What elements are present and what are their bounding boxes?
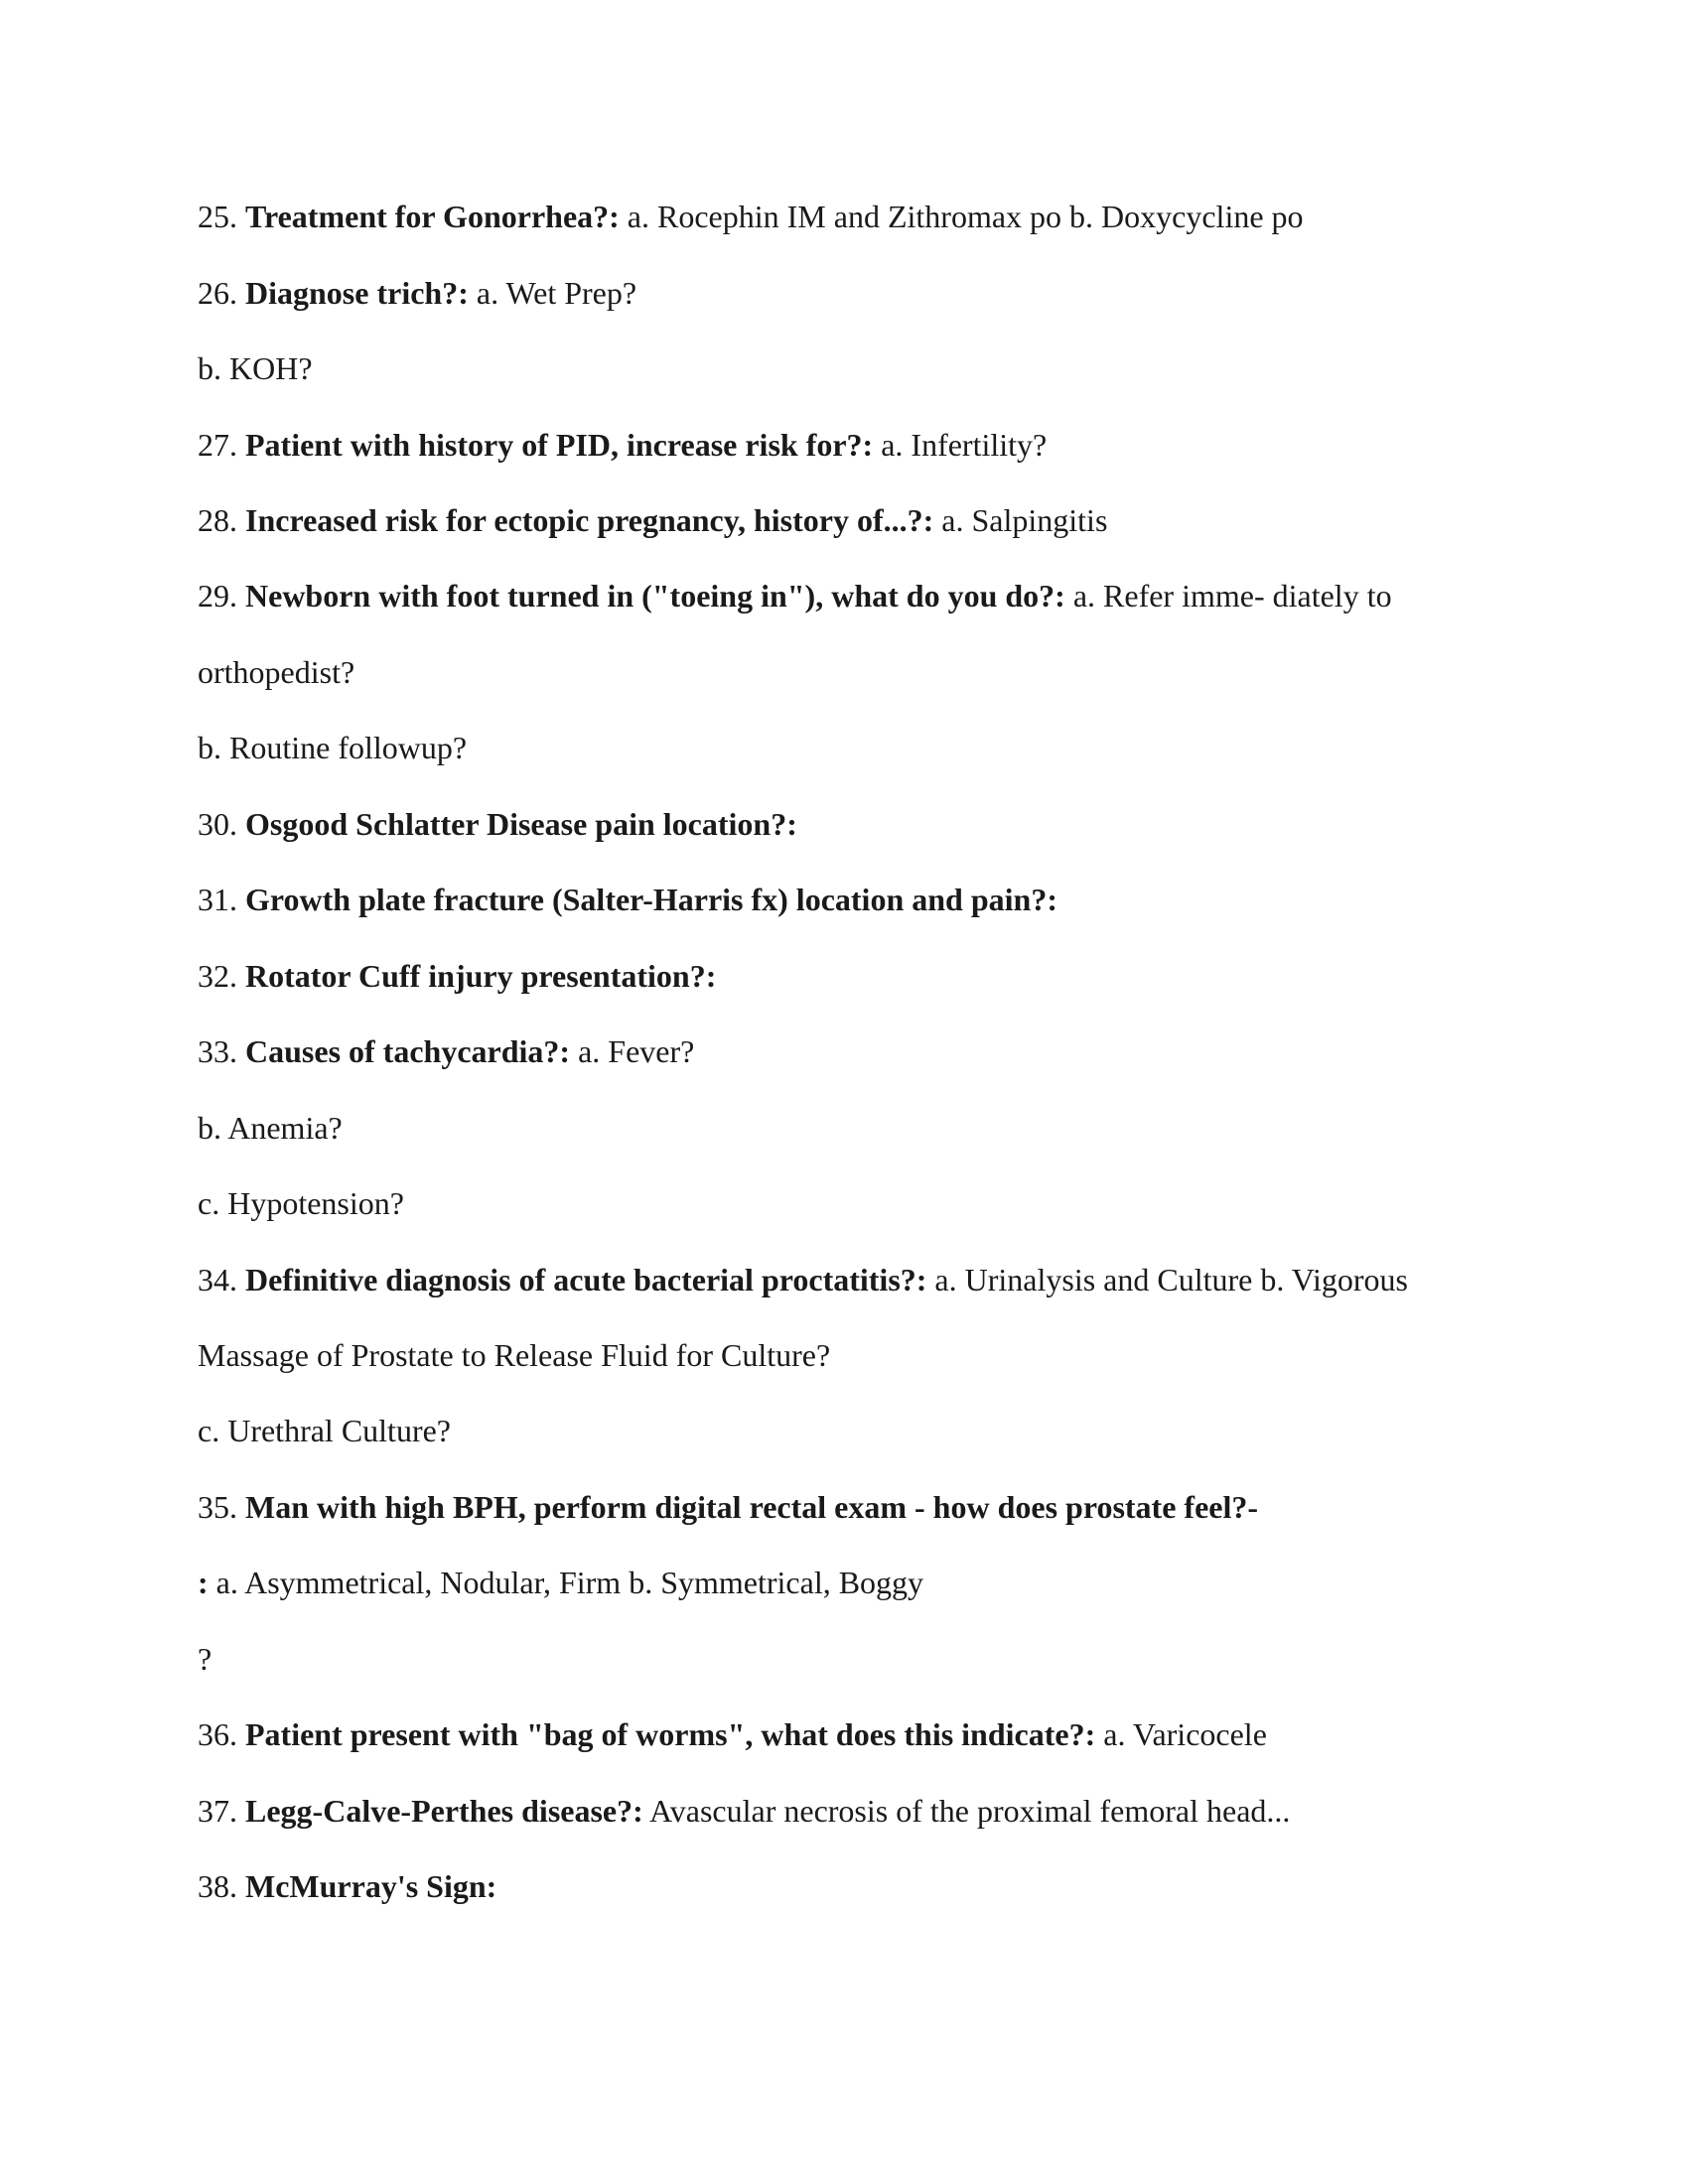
answer-text: a. Wet Prep? bbox=[476, 275, 637, 311]
answer-text: a. Infertility? bbox=[881, 427, 1048, 463]
question-number: 34. bbox=[198, 1262, 237, 1297]
question-text: Treatment for Gonorrhea?: bbox=[245, 199, 620, 234]
question-number: 29. bbox=[198, 578, 237, 614]
answer-text: a. Urinalysis and Culture b. Vigorous bbox=[934, 1262, 1408, 1297]
question-number: 35. bbox=[198, 1489, 237, 1525]
answer-text: b. Anemia? bbox=[198, 1110, 343, 1146]
answer-line bbox=[198, 1183, 404, 1223]
question-text: Increased risk for ectopic pregnancy, history of...?: bbox=[245, 502, 934, 538]
question-38 bbox=[198, 1866, 496, 1906]
question-text: Growth plate fracture (Salter-Harris fx) location and pain?: bbox=[245, 882, 1057, 917]
question-37 bbox=[198, 1791, 1290, 1831]
question-35 bbox=[198, 1487, 1258, 1527]
question-number: 33. bbox=[198, 1033, 237, 1069]
question-number: 28. bbox=[198, 502, 237, 538]
answer-text: a. Salpingitis bbox=[941, 502, 1108, 538]
question-32 bbox=[198, 956, 716, 996]
question-25 bbox=[198, 197, 1304, 236]
answer-text: b. KOH? bbox=[198, 350, 313, 386]
question-text: Osgood Schlatter Disease pain location?: bbox=[245, 806, 797, 842]
answer-text: a. Asymmetrical, Nodular, Firm b. Symmetrical, Boggy bbox=[215, 1565, 924, 1600]
question-36 bbox=[198, 1714, 1267, 1754]
answer-text: Massage of Prostate to Release Fluid for Culture? bbox=[198, 1337, 831, 1373]
question-text: Causes of tachycardia?: bbox=[245, 1033, 571, 1069]
answer-text: a. Refer imme- diately to bbox=[1072, 578, 1392, 614]
question-number: 25. bbox=[198, 199, 237, 234]
answer-text: orthopedist? bbox=[198, 654, 355, 690]
answer-line bbox=[198, 1639, 211, 1679]
question-text: Diagnose trich?: bbox=[245, 275, 469, 311]
question-number: 32. bbox=[198, 958, 237, 994]
answer-line bbox=[198, 1108, 343, 1148]
question-text: Definitive diagnosis of acute bacterial proctatitis?: bbox=[245, 1262, 927, 1297]
question-27 bbox=[198, 425, 1047, 465]
question-text: Man with high BPH, perform digital rectal exam - how does prostate feel?- bbox=[245, 1489, 1259, 1525]
question-text: Patient with history of PID, increase risk for?: bbox=[245, 427, 874, 463]
question-number: 36. bbox=[198, 1716, 237, 1752]
question-number: 37. bbox=[198, 1793, 237, 1829]
answer-text: c. Hypotension? bbox=[198, 1185, 404, 1221]
answer-text: ? bbox=[198, 1641, 212, 1677]
answer-text: a. Fever? bbox=[578, 1033, 695, 1069]
answer-line bbox=[198, 1563, 923, 1602]
answer-line bbox=[198, 1411, 451, 1450]
question-text: Patient present with "bag of worms", what does this indicate?: bbox=[245, 1716, 1096, 1752]
question-number: 30. bbox=[198, 806, 237, 842]
answer-text: c. Urethral Culture? bbox=[198, 1413, 451, 1448]
answer-text: Avascular necrosis of the proximal femoral head... bbox=[649, 1793, 1291, 1829]
question-text: McMurray's Sign: bbox=[245, 1868, 497, 1904]
question-28 bbox=[198, 500, 1107, 540]
question-text: Legg-Calve-Perthes disease?: bbox=[245, 1793, 643, 1829]
question-text: Newborn with foot turned in ("toeing in"), what do you do?: bbox=[245, 578, 1065, 614]
question-29 bbox=[198, 576, 1392, 615]
answer-text: b. Routine followup? bbox=[198, 730, 468, 765]
question-30 bbox=[198, 804, 797, 844]
answer-text: a. Rocephin IM and Zithromax po b. Doxycycline po bbox=[627, 199, 1304, 234]
answer-line bbox=[198, 1335, 830, 1375]
question-text: : bbox=[198, 1565, 209, 1600]
question-26 bbox=[198, 273, 636, 313]
question-number: 38. bbox=[198, 1868, 237, 1904]
answer-text: a. Varicocele bbox=[1103, 1716, 1267, 1752]
question-number: 27. bbox=[198, 427, 237, 463]
question-number: 31. bbox=[198, 882, 237, 917]
question-33 bbox=[198, 1031, 694, 1071]
question-31 bbox=[198, 880, 1057, 919]
question-text: Rotator Cuff injury presentation?: bbox=[245, 958, 717, 994]
answer-line bbox=[198, 652, 354, 692]
question-number: 26. bbox=[198, 275, 237, 311]
answer-line bbox=[198, 728, 467, 767]
question-34 bbox=[198, 1260, 1408, 1299]
answer-line bbox=[198, 348, 313, 388]
